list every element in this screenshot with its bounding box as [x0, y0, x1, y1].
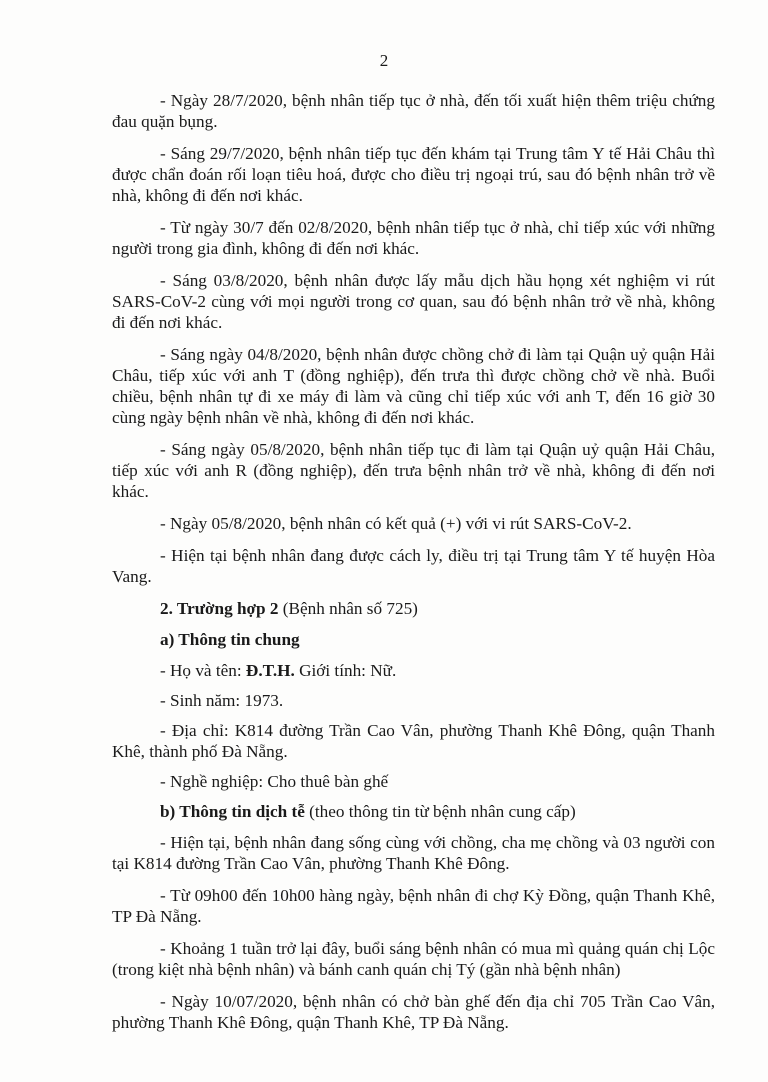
- paragraph: - Từ 09h00 đến 10h00 hàng ngày, bệnh nhân đi chợ Kỳ Đồng, quận Thanh Khê, TP Đà Nẵng.: [112, 886, 715, 926]
- case-2-heading-title: 2. Trường hợp 2: [160, 599, 279, 618]
- section-b-heading: [112, 801, 715, 822]
- paragraph: - Khoảng 1 tuần trở lại đây, buổi sáng bệnh nhân có mua mì quảng quán chị Lộc (trong kiệt nhà bệnh nhân) và bánh canh quán chị Tý (gần nhà bệnh nhân): [112, 939, 715, 979]
- section-b-title: b) Thông tin dịch tễ: [160, 802, 305, 821]
- paragraph: - Sáng ngày 04/8/2020, bệnh nhân được chồng chở đi làm tại Quận uỷ quận Hải Châu, tiếp xúc với anh T (đồng nghiệp), đến trưa thì được chồng chở về nhà. Buổi chiều, bệnh nhân tự đi xe máy đi làm và cũng chỉ tiếp xúc với anh T, đến 16 giờ 30 cùng ngày bệnh nhân về nhà, không đi đến nơi khác.: [112, 345, 715, 427]
- paragraph: - Ngày 28/7/2020, bệnh nhân tiếp tục ở nhà, đến tối xuất hiện thêm triệu chứng đau quặn bụng.: [112, 91, 715, 131]
- page-number: 2: [379, 51, 389, 70]
- paragraph: - Ngày 05/8/2020, bệnh nhân có kết quả (+) với vi rút SARS-CoV-2.: [160, 514, 632, 533]
- job-line: - Nghề nghiệp: Cho thuê bàn ghế: [160, 772, 389, 791]
- case-2-heading-note: (Bệnh nhân số 725): [278, 599, 418, 618]
- paragraph: - Sáng 29/7/2020, bệnh nhân tiếp tục đến khám tại Trung tâm Y tế Hải Châu thì được chẩn đoán rối loạn tiêu hoá, được cho điều trị ngoại trú, sau đó bệnh nhân trở về nhà, không đi đến nơi khác.: [112, 144, 715, 205]
- paragraph: - Sáng ngày 05/8/2020, bệnh nhân tiếp tục đi làm tại Quận uỷ quận Hải Châu, tiếp xúc với anh R (đồng nghiệp), đến trưa bệnh nhân trở về nhà, không đi đến nơi khác.: [112, 440, 715, 501]
- document-body: [112, 90, 715, 1044]
- paragraph: - Hiện tại bệnh nhân đang được cách ly, điều trị tại Trung tâm Y tế huyện Hòa Vang.: [112, 546, 715, 586]
- section-b-note: (theo thông tin từ bệnh nhân cung cấp): [304, 802, 576, 821]
- paragraph: - Từ ngày 30/7 đến 02/8/2020, bệnh nhân tiếp tục ở nhà, chỉ tiếp xúc với những người trong gia đình, không đi đến nơi khác.: [112, 218, 715, 258]
- name-label: - Họ và tên:: [160, 661, 246, 680]
- gender-text: Giới tính: Nữ.: [294, 661, 397, 680]
- name-value: Đ.T.H.: [245, 661, 295, 680]
- case-2-heading: [112, 598, 715, 619]
- paragraph: - Ngày 10/07/2020, bệnh nhân có chở bàn ghế đến địa chỉ 705 Trần Cao Vân, phường Thanh Khê Đông, quận Thanh Khê, TP Đà Nẵng.: [112, 992, 715, 1032]
- birth-line: - Sinh năm: 1973.: [160, 691, 284, 710]
- section-a-heading: a) Thông tin chung: [160, 630, 300, 649]
- paragraph: - Hiện tại, bệnh nhân đang sống cùng với chồng, cha mẹ chồng và 03 người con tại K814 đường Trần Cao Vân, phường Thanh Khê Đông.: [112, 833, 715, 873]
- name-line: [112, 660, 715, 681]
- address-line: - Địa chỉ: K814 đường Trần Cao Vân, phường Thanh Khê Đông, quận Thanh Khê, thành phố Đà Nẵng.: [112, 721, 715, 761]
- paragraph: - Sáng 03/8/2020, bệnh nhân được lấy mẫu dịch hầu họng xét nghiệm vi rút SARS-CoV-2 cùng với mọi người trong cơ quan, sau đó bệnh nhân trở về nhà, không đi đến nơi khác.: [112, 271, 715, 332]
